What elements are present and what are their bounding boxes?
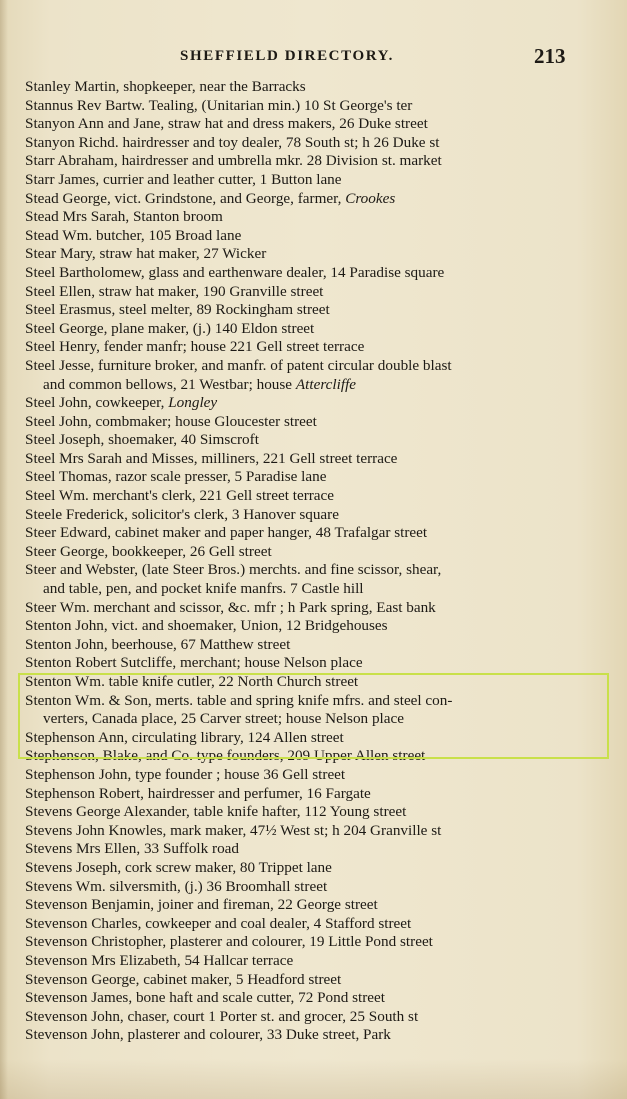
directory-entry: Stevens Joseph, cork screw maker, 80 Trippet lane [25, 858, 332, 876]
directory-entry: Stenton John, beerhouse, 67 Matthew street [25, 635, 291, 653]
directory-entry: Stanyon Ann and Jane, straw hat and dress makers, 26 Duke street [25, 115, 428, 133]
directory-entry: Steer George, bookkeeper, 26 Gell street [25, 542, 272, 560]
directory-entry: Stevens John Knowles, mark maker, 47½ West st; h 204 Granville st [25, 821, 442, 839]
directory-entry: Steel Mrs Sarah and Misses, milliners, 221 Gell street terrace [25, 449, 398, 467]
directory-entry: Steel Bartholomew, glass and earthenware dealer, 14 Paradise square [25, 263, 445, 281]
directory-entry: Stevenson James, bone haft and scale cutter, 72 Pond street [25, 989, 385, 1007]
directory-entry: Steer Edward, cabinet maker and paper hanger, 48 Trafalgar street [25, 524, 428, 542]
directory-entry: Stanyon Richd. hairdresser and toy dealer, 78 South st; h 26 Duke st [25, 133, 440, 151]
directory-entry: Stevenson Christopher, plasterer and colourer, 19 Little Pond street [25, 933, 433, 951]
page-header [0, 44, 627, 72]
directory-entry: Steel Henry, fender manfr; house 221 Gell street terrace [25, 338, 365, 356]
directory-entry: Steel Jesse, furniture broker, and manfr. of patent circular double blast [25, 356, 452, 374]
directory-entry: Stead Wm. butcher, 105 Broad lane [25, 226, 242, 244]
directory-entry: Stephenson John, type founder ; house 36 Gell street [25, 765, 346, 783]
directory-entry: Stevenson Benjamin, joiner and fireman, 22 George street [25, 896, 378, 914]
directory-entry: Stenton John, vict. and shoemaker, Union, 12 Bridgehouses [25, 617, 388, 635]
directory-entry: Steel Wm. merchant's clerk, 221 Gell street terrace [25, 487, 335, 505]
directory-entry: Steele Frederick, solicitor's clerk, 3 Hanover square [25, 505, 339, 523]
directory-entry: Steel Erasmus, steel melter, 89 Rockingham street [25, 301, 330, 319]
directory-entry: Stevenson George, cabinet maker, 5 Headford street [25, 970, 342, 988]
directory-entry: Stead Mrs Sarah, Stanton broom [25, 208, 223, 226]
directory-entry: Stevenson Mrs Elizabeth, 54 Hallcar terrace [25, 951, 294, 969]
directory-entry: Stanley Martin, shopkeeper, near the Barracks [25, 78, 306, 95]
page-bottom-shadow [0, 1059, 627, 1099]
directory-entry: Steel Joseph, shoemaker, 40 Simscroft [25, 431, 259, 449]
directory-entry: Stevenson John, chaser, court 1 Porter st. and grocer, 25 South st [25, 1007, 419, 1025]
page-edge-shadow [0, 0, 8, 1099]
page-title: SHEFFIELD DIRECTORY. [180, 48, 395, 64]
italic-place: Crookes [345, 189, 396, 207]
directory-entry: Steer Wm. merchant and scissor, &c. mfr ; h Park spring, East bank [25, 598, 436, 616]
directory-entry: Steer and Webster, (late Steer Bros.) merchts. and fine scissor, shear, [25, 561, 442, 579]
directory-entry-continuation: and common bellows, 21 Westbar; house Attercliffe [43, 375, 357, 393]
directory-entry: Stear Mary, straw hat maker, 27 Wicker [25, 245, 267, 263]
directory-entry: Stevens Mrs Ellen, 33 Suffolk road [25, 840, 240, 858]
directory-entry: Stenton Robert Sutcliffe, merchant; house Nelson place [25, 654, 363, 672]
directory-entry: Stenton Wm. table knife cutler, 22 North Church street [25, 673, 359, 690]
directory-entry: Steel Ellen, straw hat maker, 190 Granville street [25, 282, 324, 300]
directory-entries [25, 78, 615, 1045]
directory-entry: Stephenson, Blake, and Co. type founders, 209 Upper Allen street [25, 747, 426, 765]
directory-entry: Stenton Wm. & Son, merts. table and spring knife mfrs. and steel con- [25, 691, 453, 709]
directory-entry: Stevens Wm. silversmith, (j.) 36 Broomhall street [25, 877, 328, 895]
directory-entry-continuation: and table, pen, and pocket knife manfrs. 7 Castle hill [43, 580, 364, 598]
directory-entry: Steel George, plane maker, (j.) 140 Eldon street [25, 319, 315, 337]
directory-entry: Steel John, combmaker; house Gloucester street [25, 412, 317, 430]
directory-entry: Steel Thomas, razor scale presser, 5 Paradise lane [25, 468, 327, 486]
directory-entry: Stannus Rev Bartw. Tealing, (Unitarian min.) 10 St George's ter [25, 96, 413, 114]
directory-entry: Starr James, currier and leather cutter, 1 Button lane [25, 170, 342, 188]
italic-place: Attercliffe [295, 375, 357, 393]
directory-entry: Stead George, vict. Grindstone, and George, farmer, Crookes [25, 189, 396, 207]
page-number: 213 [534, 44, 566, 68]
directory-entry: Stephenson Robert, hairdresser and perfumer, 16 Fargate [25, 784, 371, 802]
directory-entry: Stevens George Alexander, table knife hafter, 112 Young street [25, 803, 407, 821]
directory-entry-continuation: verters, Canada place, 25 Carver street; house Nelson place [43, 710, 404, 728]
italic-place: Longley [168, 394, 218, 412]
directory-entry: Stephenson Ann, circulating library, 124 Allen street [25, 728, 344, 746]
directory-entry: Stevenson John, plasterer and colourer, 33 Duke street, Park [25, 1026, 391, 1044]
directory-entry: Stevenson Charles, cowkeeper and coal dealer, 4 Stafford street [25, 914, 412, 932]
directory-entry: Starr Abraham, hairdresser and umbrella mkr. 28 Division st. market [25, 152, 442, 170]
directory-entry: Steel John, cowkeeper, Longley [25, 394, 218, 412]
